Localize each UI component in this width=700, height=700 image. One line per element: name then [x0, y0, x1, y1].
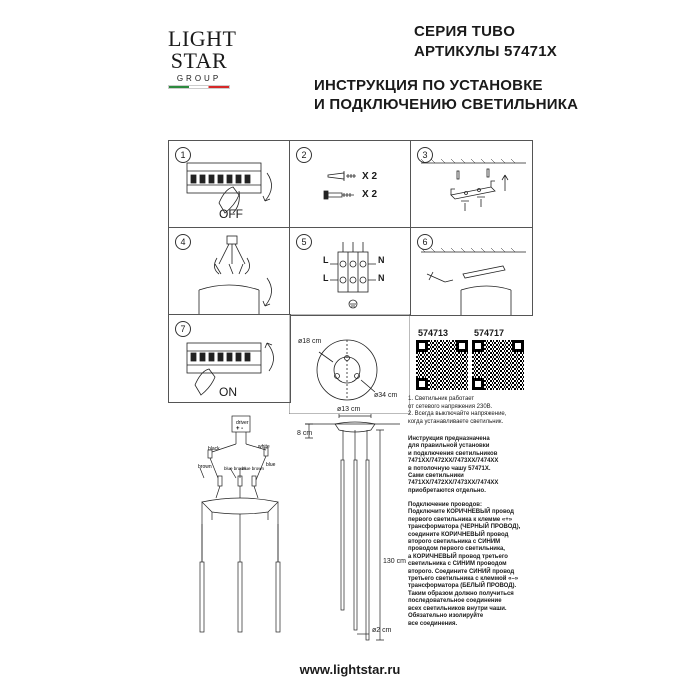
flag-stripe: [168, 85, 230, 89]
instruction-line: Сами светильники: [408, 473, 464, 480]
logo-line-1: LIGHT: [168, 26, 237, 51]
connection-line: Подключите КОРИЧНЕВЫЙ провод: [408, 509, 514, 516]
instruction-line: приобретаются отдельно.: [408, 487, 486, 494]
driver-polarity: + -: [236, 426, 244, 432]
instruction-line: 7471XX/7472XX/7473XX/7474XX: [408, 480, 499, 487]
article-2: 574717: [474, 328, 505, 338]
height-130-label: 130 cm: [383, 558, 406, 565]
connection-line: третьего светильника с клеммой «–»: [408, 576, 519, 583]
logo-line-2: STAR: [170, 48, 228, 73]
instruction-title-line-1: ИНСТРУКЦИЯ ПО УСТАНОВКЕ: [314, 77, 543, 94]
black-wire-label: black: [208, 446, 220, 452]
diameter-2-label: ø2 cm: [372, 627, 392, 634]
note-line: от сетевого напряжения 230В.: [408, 403, 493, 410]
height-8-label: 8 cm: [297, 430, 313, 437]
terminal-block-icon: [290, 228, 411, 315]
step-2-panel: [289, 140, 412, 229]
live-label-top: L: [323, 255, 329, 265]
step-number: 6: [417, 234, 433, 250]
step-number: 7: [175, 321, 191, 337]
neutral-label-bottom: N: [378, 273, 385, 283]
canopy-fixing-icon: [411, 228, 532, 315]
connection-line: Таким образом должно получиться: [408, 590, 514, 597]
notes-block: [408, 396, 506, 426]
step-number: 5: [296, 234, 312, 250]
white-wire-label: white: [258, 444, 270, 450]
connection-line: светильника с СИНИМ проводом: [408, 561, 507, 568]
neutral-label-top: N: [378, 255, 385, 265]
live-label-bottom: L: [323, 273, 329, 283]
diameter-13-label: ø13 cm: [337, 406, 361, 413]
off-label: OFF: [219, 207, 243, 221]
dowel-count: X 2: [362, 171, 378, 182]
screws-dowels-icon: [290, 141, 411, 228]
note-line: когда устанавливаете светильник.: [408, 418, 504, 425]
instruction-line: в потолочную чашу 57471X.: [408, 465, 491, 472]
step-1-panel: [168, 140, 291, 229]
connection-line: всех светильников внутри чаши.: [408, 605, 507, 612]
mounting-bracket-icon: [411, 141, 532, 228]
blue-brown-label-1: blue brown: [224, 466, 247, 471]
instruction-line: Инструкция предназначена: [408, 436, 490, 442]
note-line: 2. Всегда выключайте напряжение,: [408, 411, 507, 417]
instruction-line: и подключения светильников: [408, 450, 498, 457]
article-1: 574713: [418, 328, 449, 338]
connection-block: [408, 502, 520, 628]
logo-line-3: GROUP: [176, 74, 222, 83]
step-5-panel: [289, 227, 412, 316]
note-line: 1. Светильник работает: [408, 396, 475, 402]
step-number: 1: [175, 147, 191, 163]
step-4-panel: [168, 227, 291, 316]
connection-line: проводом первого светильника,: [408, 546, 505, 553]
step-number: 3: [417, 147, 433, 163]
wiring-diagram: [180, 412, 300, 642]
qr-code-2[interactable]: [472, 340, 524, 390]
connection-line: а КОРИЧНЕВЫЙ провод третьего: [408, 553, 508, 560]
connection-line: трансформатора (ЧЕРНЫЙ ПРОВОД),: [408, 524, 521, 531]
step-7-panel: [168, 314, 291, 403]
brown-wire-label: brown: [198, 464, 212, 470]
connection-line: второго светильника с СИНИМ: [408, 539, 501, 546]
connection-line: Обязательно изолируйте: [408, 613, 484, 620]
step-number: 2: [296, 147, 312, 163]
connection-line: второго. Соедините СИНИЙ провод: [408, 568, 515, 575]
connection-line: трансформатора (БЕЛЫЙ ПРОВОД).: [408, 583, 517, 590]
connection-line: соедините КОРИЧНЕВЫЙ провод: [408, 531, 509, 538]
connection-line: все соединения.: [408, 620, 458, 627]
step-6-panel: [410, 227, 533, 316]
step-number: 4: [175, 234, 191, 250]
brand-logo: [168, 26, 237, 89]
diameter-34-label: ø34 cm: [374, 392, 398, 399]
connection-line: первого светильника к клемме «+»: [408, 516, 513, 523]
instruction-line: 7471XX/7472XX/7473XX/7474XX: [408, 458, 499, 465]
connection-line: последовательное соединение: [408, 598, 502, 605]
series-title: СЕРИЯ TUBO: [414, 23, 516, 40]
footer-url[interactable]: www.lightstar.ru: [299, 662, 401, 677]
step-3-panel: [410, 140, 533, 229]
diameter-18-label: ø18 cm: [298, 338, 322, 345]
screw-count: X 2: [362, 189, 378, 200]
wire-connection-icon: [169, 228, 290, 315]
side-view-dimension-drawing: [295, 412, 410, 642]
connection-line: Подключение проводов:: [408, 502, 482, 508]
driver-label: driver: [236, 420, 249, 426]
instruction-title-line-2: И ПОДКЛЮЧЕНИЮ СВЕТИЛЬНИКА: [314, 96, 579, 113]
articles-title: АРТИКУЛЫ 57471X: [414, 43, 557, 60]
instructions-block: [408, 436, 498, 495]
qr-code-1[interactable]: [416, 340, 468, 390]
on-label: ON: [219, 385, 237, 399]
blue-wire-label: blue: [266, 462, 276, 468]
blue-brown-label-2: blue brown: [242, 466, 265, 471]
instruction-line: для правильной установки: [408, 443, 490, 450]
